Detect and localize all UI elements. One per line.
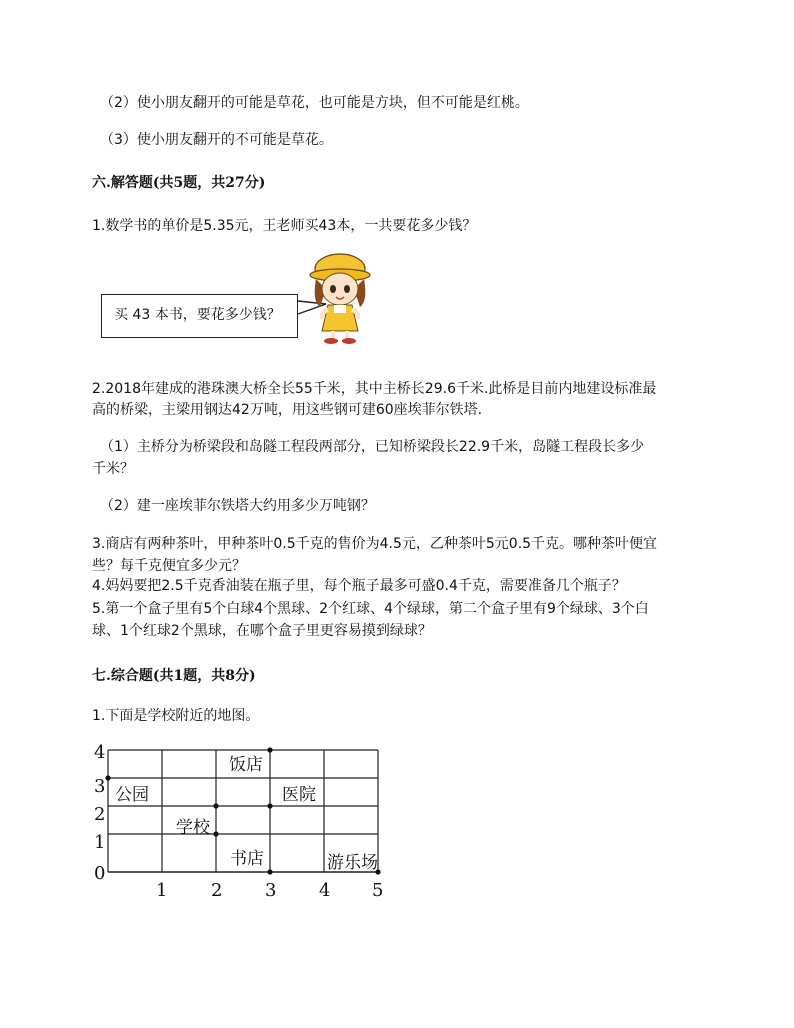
problem-2-line-2: 高的桥梁，主梁用钢达42万吨，用这些钢可建60座埃菲尔铁塔. <box>92 402 483 418</box>
problem-5-line-1: 5.第一个盒子里有5个白球4个黑球、2个红球、4个绿球，第二个盒子里有9个绿球、3个白 <box>92 601 649 617</box>
problem-2-part-1-line-1: （1）主桥分为桥梁段和岛隧工程段两部分，已知桥梁段长22.9千米，岛隧工程段长多少 <box>100 439 645 455</box>
y-label-4: 4 <box>94 742 106 763</box>
section-6-heading: 六.解答题(共5题，共27分) <box>92 175 266 191</box>
x-label-4: 4 <box>319 880 331 901</box>
problem-4: 4.妈妈要把2.5千克香油装在瓶子里，每个瓶子最多可盛0.4千克，需要准备几个瓶子？ <box>92 578 626 594</box>
problem-2-line-1: 2.2018年建成的港珠澳大桥全长55千米，其中主桥长29.6千米.此桥是目前内地建设标准最 <box>92 381 657 397</box>
y-label-2: 2 <box>94 804 106 825</box>
place-school: 学校 <box>176 818 210 838</box>
map-intro: 1.下面是学校附近的地图。 <box>92 708 260 724</box>
problem-3-line-2: 些？每千克便宜多少元？ <box>92 558 246 574</box>
y-label-1: 1 <box>94 832 106 853</box>
school-map <box>90 742 390 902</box>
x-label-2: 2 <box>211 880 223 901</box>
x-label-3: 3 <box>265 880 277 901</box>
y-label-3: 3 <box>94 776 106 797</box>
place-park: 公园 <box>115 785 149 805</box>
x-label-1: 1 <box>156 880 168 901</box>
problem-3-line-1: 3.商店有两种茶叶，甲种茶叶0.5千克的售价为4.5元，乙种茶叶5元0.5千克。哪种茶叶便宜 <box>92 536 658 552</box>
place-hospital: 医院 <box>282 785 316 805</box>
section-7-heading: 七.综合题(共1题，共8分) <box>92 668 256 684</box>
question-2-part-2: （2）使小朋友翻开的可能是草花，也可能是方块，但不可能是红桃。 <box>100 95 529 111</box>
problem-5-line-2: 球、1个红球2个黑球，在哪个盒子里更容易摸到绿球？ <box>92 623 432 639</box>
y-label-0: 0 <box>94 863 106 884</box>
place-restaurant: 饭店 <box>229 755 263 775</box>
x-label-5: 5 <box>372 880 384 901</box>
problem-2-part-1-line-2: 千米？ <box>92 461 134 477</box>
speech-bubble <box>101 294 298 338</box>
speech-bubble-text: 买 43 本书，要花多少钱？ <box>114 307 281 323</box>
problem-1: 1.数学书的单价是5.35元，王老师买43本，一共要花多少钱？ <box>92 218 477 234</box>
girl-illustration <box>296 249 388 345</box>
question-2-part-3: （3）使小朋友翻开的不可能是草花。 <box>100 132 333 148</box>
problem-2-part-2: （2）建一座埃菲尔铁塔大约用多少万吨钢？ <box>100 498 375 514</box>
place-amusement-park: 游乐场 <box>327 853 378 873</box>
place-bookstore: 书店 <box>230 849 264 869</box>
